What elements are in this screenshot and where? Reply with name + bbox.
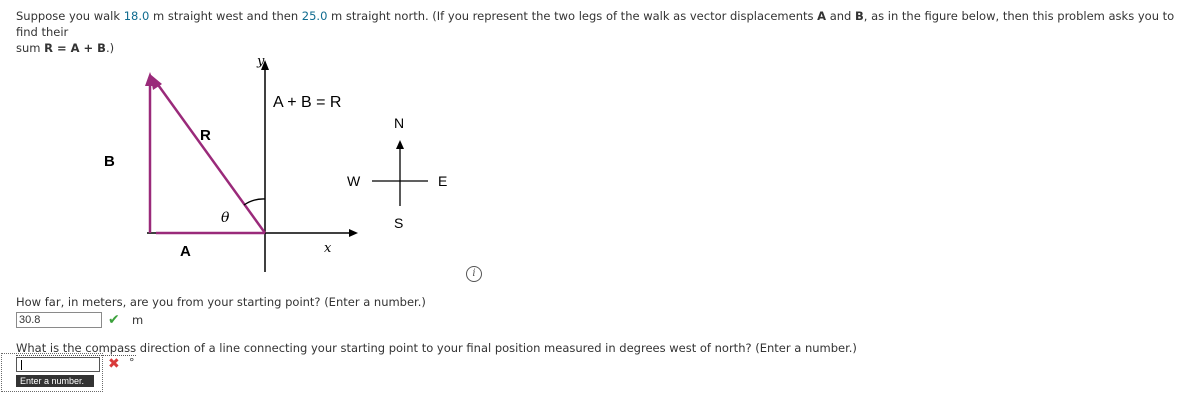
info-icon[interactable]: i [466, 266, 482, 282]
vector-b-figure-label: B [104, 153, 115, 170]
problem-text: and [826, 9, 856, 23]
degree-unit: ° [129, 356, 135, 369]
problem-text: sum [16, 41, 45, 55]
compass-north-arrow [396, 140, 404, 149]
compass-south-label: S [394, 215, 404, 231]
text-caret [21, 360, 22, 370]
vector-b-label: B [855, 9, 864, 23]
distance-unit: m [132, 313, 144, 327]
compass-east-label: E [438, 173, 448, 189]
question-2-text [16, 341, 857, 355]
x-axis-arrow [349, 229, 358, 237]
equation-label: A + B = R [273, 94, 342, 111]
cross-icon: ✖ [108, 356, 120, 372]
question-2-rest: direction of a line connecting your starting point to your final position measured in degrees west of north? (Enter a number.) [136, 341, 857, 355]
problem-text: m straight west and then [149, 9, 302, 23]
vector-a-label: A [817, 9, 827, 23]
question-1-text: How far, in meters, are you from your starting point? (Enter a number.) [16, 295, 426, 309]
compass-west-label: W [347, 173, 361, 189]
direction-answer-input[interactable] [16, 357, 100, 372]
vector-figure [0, 0, 600, 300]
y-axis-label: y [257, 54, 265, 69]
problem-text: , as in the figure below, then this problem asks you to find their [16, 9, 1175, 39]
distance-north-value: 25.0 [301, 9, 328, 23]
vector-r [156, 82, 265, 233]
input-tooltip: Enter a number. [16, 375, 94, 387]
problem-text: .) [105, 41, 115, 55]
problem-text: Suppose you walk [16, 9, 124, 23]
question-2-underlined: What is the compass [16, 341, 137, 355]
distance-west-value: 18.0 [123, 9, 150, 23]
vector-a-figure-label: A [180, 243, 191, 260]
sum-expression: R = A + B [44, 41, 106, 55]
checkmark-icon: ✔ [108, 312, 120, 328]
vector-r-figure-label: R [200, 127, 211, 144]
theta-label: θ [221, 210, 230, 226]
problem-text: m straight north. (If you represent the two legs of the walk as vector displacements [327, 9, 818, 23]
x-axis-label: x [324, 241, 332, 256]
compass-north-label: N [394, 115, 405, 131]
distance-answer-input[interactable]: 30.8 [16, 312, 102, 328]
theta-arc [244, 199, 265, 205]
